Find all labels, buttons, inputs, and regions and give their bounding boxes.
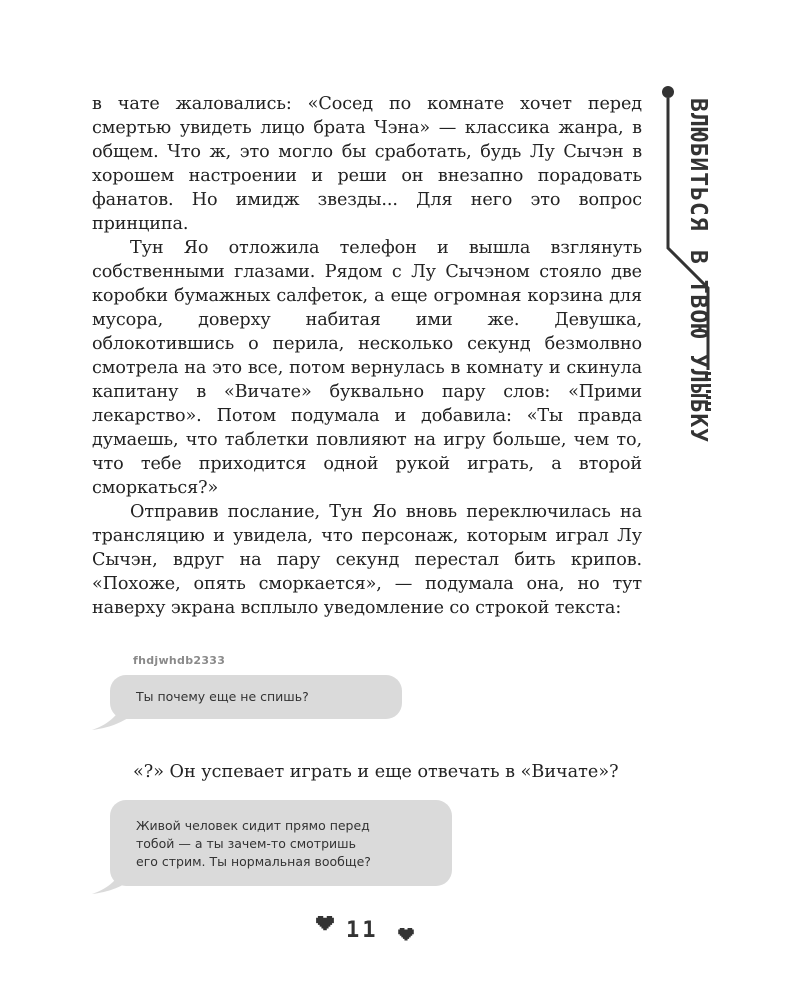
chat-bubble-1 [110, 675, 402, 719]
heart-icon [398, 928, 414, 942]
side-title-line-2: В ТВОЮ УЛЫБКУ [685, 250, 711, 444]
paragraph-1: в чате жаловались: «Сосед по комнате хочет перед смертью увидеть лицо брата Чэна» — классика жанра, в общем. Что ж, это могло бы сработать, будь Лу Сычэн в хорошем настроении и реши он внезапно порадовать фанатов. Но имидж звезды... Для него это вопрос принципа. [92, 94, 642, 234]
chat-bubble-2 [110, 800, 452, 886]
reply-line: «?» Он успевает играть и еще отвечать в «Вичате»? [133, 762, 619, 782]
body-text [92, 92, 642, 620]
paragraph-3: Отправив послание, Тун Яо вновь переключилась на трансляцию и увидела, что персонаж, которым играл Лу Сычэн, вдруг на пару секунд перестал бить крипов. «Похоже, опять сморкается», — подумала она, но тут наверху экрана всплыло уведомление со строкой текста: [92, 502, 642, 618]
heart-icon [316, 916, 334, 932]
page-number: 11 [346, 918, 379, 943]
chat-message-2-line-2: тобой — а ты зачем-то смотришь [136, 836, 356, 851]
chat-message-2-line-1: Живой человек сидит прямо перед [136, 818, 370, 833]
side-title-line-1: ВЛЮБИТЬСЯ [685, 98, 711, 232]
chat-message-1: Ты почему еще не спишь? [136, 689, 309, 704]
paragraph-2: Тун Яо отложила телефон и вышла взглянуть собственными глазами. Рядом с Лу Сычэном стояло две коробки бумажных салфеток, а еще огромная корзина для мусора, доверху набитая ими же. Девушка, облокотившись о перила, несколько секунд безмолвно смотрела на это все, потом вернулась в комнату и скинула капитану в «Вичате» буквально пару слов: «Прими лекарство». Потом подумала и добавила: «Ты правда думаешь, что таблетки повлияют на игру больше, чем то, что тебе приходится одной рукой играть, а второй сморкаться?» [92, 238, 642, 498]
chat-message-2-line-3: его стрим. Ты нормальная вообще? [136, 854, 371, 869]
chat-sender-name: fhdjwhdb2333 [133, 654, 226, 667]
